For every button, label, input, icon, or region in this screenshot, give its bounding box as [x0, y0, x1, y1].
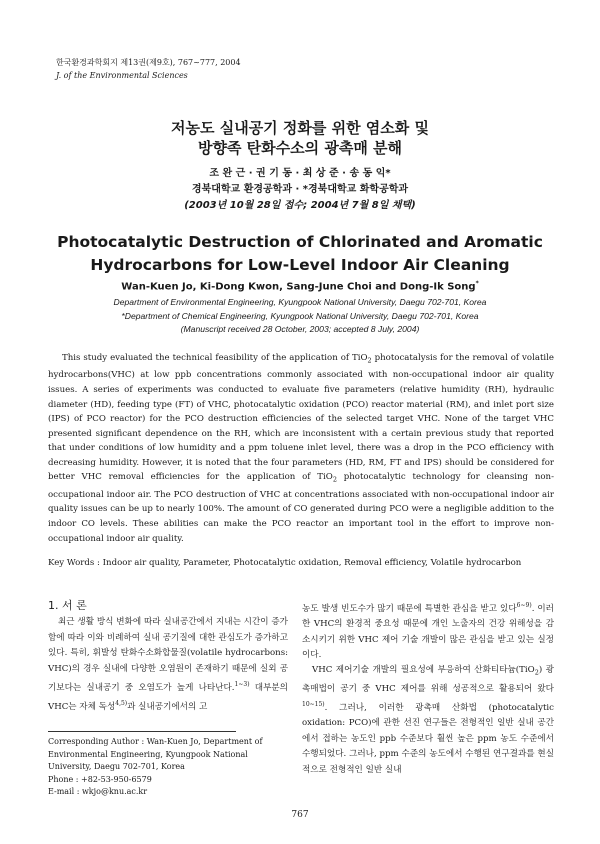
affiliation-korean: 경북대학교 환경공학과 · *경북대학교 화학공학과: [191, 184, 409, 195]
citation-3: 6~9): [516, 602, 532, 609]
intro-text-1: 최근 생활 방식 변화에 따라 실내공간에서 지내는 시간이 증가함에 따라 이와 비례하여 실내 공기질에 대한 관심도가 증가하고 있다. 특히, 휘발성 탄화수소화합물질(volatile hydrocarbons: VHC)의 경우 실내에 다양한 오염원이 존재하기 때문에 실외 공기보다는 실내공기 중 오염도가 높게 나타난다.: [48, 617, 288, 693]
intro-text-4: 농도 발생 빈도수가 많기 때문에 특별한 관심을 받고 있다: [302, 603, 517, 614]
abstract-text-2: photocatalysis for the removal of volatile hydrocarbons(VHC) at low ppb concentrations commonly associated with non-occupational indoor air quality issues. A series of experiments was conducted to evaluate five parameters (relative humidity (RH), hydraulic diameter (HD), feeding type (FT) of VHC, photocatalytic oxidation (PCO) reactor material (RM), and inlet port size (IPS) of PCO reactor) for the PCO destruction efficiencies of the selected target VHC. None of the target VHC presented significant dependence on the RH, which are inconsistent with a certain previous study that reported that under conditions of low humidity and a ppm toluene inlet level, there was a drop in the PCO efficiency with decreasing humidity. However, it is noted that the four parameters (HD, RM, FT and IPS) should be considered for better VHC removal efficiencies for the application of TiO: [48, 353, 554, 483]
corresponding-phone: Phone : +82-53-950-6579: [48, 774, 152, 784]
intro-paragraph-1: [48, 615, 288, 715]
corresponding-author-footnote: [48, 736, 288, 799]
abstract-subscript-1: 2: [367, 356, 372, 365]
affiliation-english-2: *Department of Chemical Engineering, Kyungpook National University, Daegu 702-701, Korea: [121, 310, 479, 321]
intro-text-2: 대부분의 VHC는 자체 독성: [48, 682, 288, 713]
title-english: [0, 231, 600, 277]
abstract-text-3: photocatalytic technology for cleansing non-occupational indoor air. The PCO destruction of VHC at concentrations associated with non-occupational indoor air quality issues can be up to nearly 100%. The amount of CO generated during PCO were a negligible addition to the indoor CO levels. These abilities can make the PCO reactor an important tool in the effort to improve non-occupational indoor air quality.: [48, 472, 554, 544]
authors-korean: 조 완 근 · 권 기 동 · 최 상 준 · 송 동 익*: [209, 168, 391, 179]
journal-citation-ko: 한국환경과학회지 제13권(제9호), 767~777, 2004: [56, 58, 241, 67]
affiliations-english: [0, 296, 600, 337]
title-korean-line-2: 방향족 탄화수소의 광촉매 분해: [197, 139, 403, 157]
abstract-text-1: This study evaluated the technical feasibility of the application of TiO: [62, 353, 368, 363]
intro-text-7: ) 광촉매법이 공기 중 VHC 제어를 위해 성공적으로 활용되어 왔다: [302, 665, 554, 694]
abstract: [48, 351, 554, 546]
intro-text-3: 과 실내공기에서의 고: [127, 702, 208, 713]
journal-name-en: J. of the Environmental Sciences: [56, 71, 188, 80]
authors-english: [0, 280, 600, 292]
intro-subscript: 2: [534, 669, 539, 678]
intro-paragraph-2: [302, 663, 554, 777]
citation-4: 10~15): [302, 701, 325, 709]
section-heading-introduction: 1. 서 론: [48, 599, 87, 612]
manuscript-dates: (Manuscript received 28 October, 2003; accepted 8 July, 2004): [180, 324, 420, 334]
title-english-line-1: Photocatalytic Destruction of Chlorinated and Aromatic: [57, 233, 543, 251]
journal-header: [56, 56, 241, 82]
intro-paragraph-1-continued: [302, 598, 554, 663]
intro-text-5: . 이러한 VHC의 환경적 중요성 때문에 개인 노출자의 건강 위해성을 감소시키기 위한 VHC 제어 기술 개발이 많은 관심을 받고 있는 실정이다.: [302, 603, 554, 661]
authors-block-korean: [0, 166, 600, 214]
left-column: [48, 598, 288, 716]
authors-english-mark: *: [475, 280, 479, 287]
citation-1: 1~3): [234, 681, 250, 689]
intro-text-6: VHC 제어기술 개발의 필요성에 부응하여 산화티타늄(TiO: [312, 665, 535, 676]
title-korean: [0, 118, 600, 158]
dates-korean: (2003년 10월 28일 접수; 2004년 7월 8일 채택): [184, 200, 416, 211]
title-english-line-2: Hydrocarbons for Low-Level Indoor Air Cleaning: [90, 256, 510, 274]
authors-english-names: Wan-Kuen Jo, Ki-Dong Kwon, Sang-June Choi and Dong-Ik Song: [121, 281, 476, 293]
citation-2: 4,5): [115, 700, 128, 708]
footnote-divider: [48, 731, 236, 732]
right-column: [302, 598, 554, 778]
affiliation-english-1: Department of Environmental Engineering, Kyungpook National University, Daegu 702-701, Korea: [113, 297, 487, 307]
abstract-subscript-2: 2: [332, 476, 337, 485]
title-korean-line-1: 저농도 실내공기 정화를 위한 염소화 및: [171, 119, 429, 137]
page-number: 767: [291, 810, 309, 820]
intro-text-8: . 그러나, 이러한 광촉매 산화법 (photocatalytic oxidation: PCO)에 관한 선진 연구들은 전형적인 일반 실내 공간에서 접하는 농도인 ppb 수준보다 훨씬 높은 ppm 농도 수준에서 수행되었다. 그러나, ppm 수준의 농도에서 수행된 연구결과를 현실적으로 전형적인 일반 실내: [302, 702, 554, 775]
corresponding-email: E-mail : wkjo@knu.ac.kr: [48, 787, 148, 797]
corresponding-author: Corresponding Author : Wan-Kuen Jo, Department of Environmental Engineering, Kyungpook National University, Daegu 702-701, Korea: [48, 737, 263, 772]
keywords: Key Words : Indoor air quality, Parameter, Photocatalytic oxidation, Removal efficiency, Volatile hydrocarbon: [48, 558, 522, 568]
